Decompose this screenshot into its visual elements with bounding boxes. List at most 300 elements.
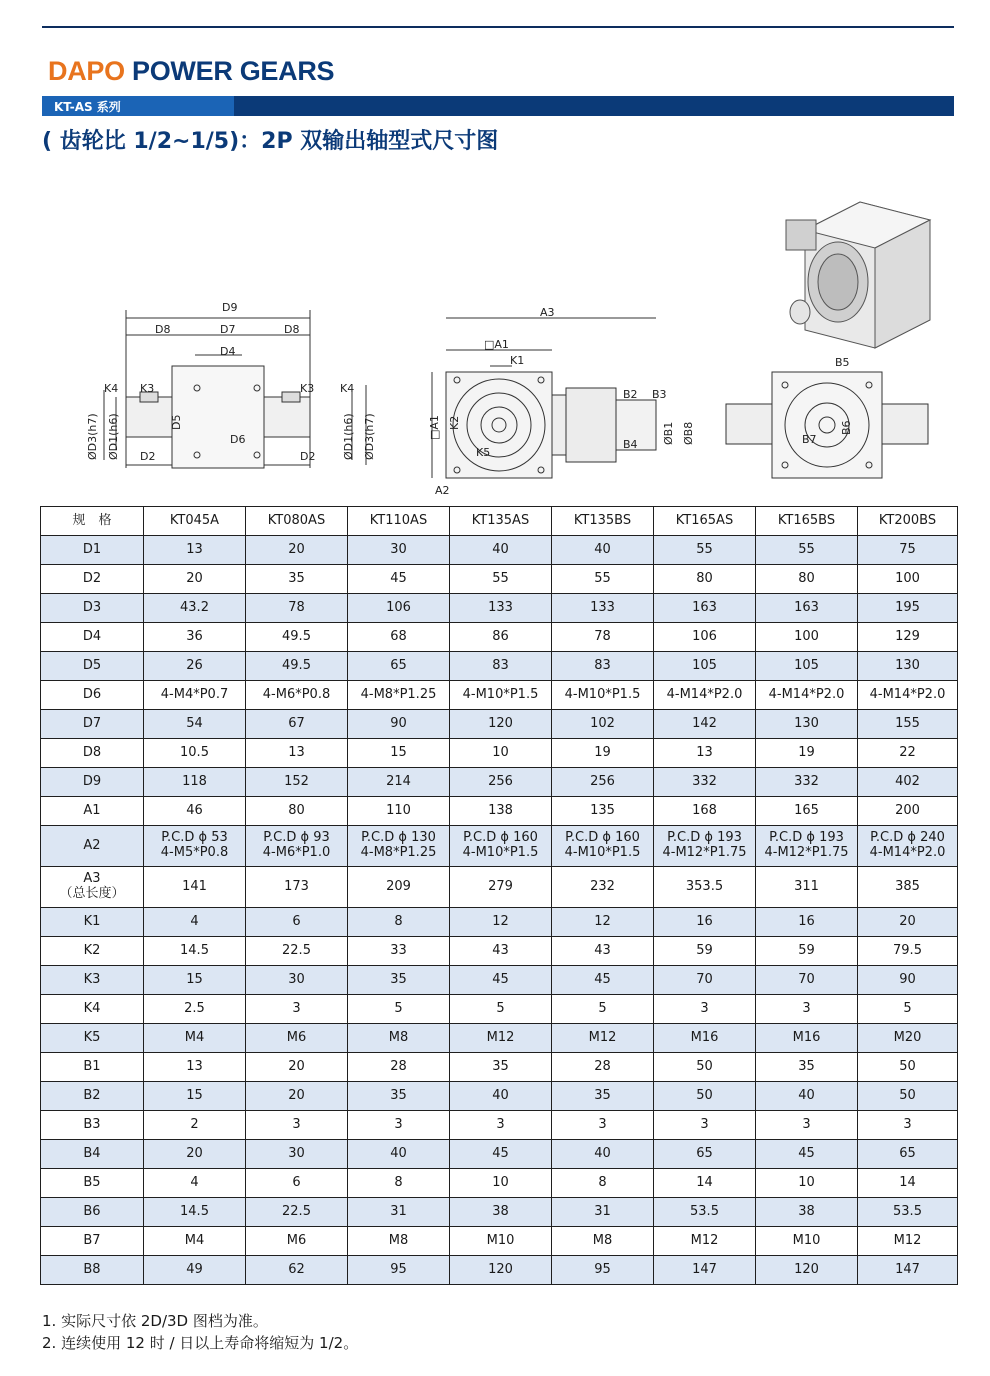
row-label: K2 (41, 937, 144, 966)
table-cell: 209 (348, 867, 450, 908)
dimension-drawings (60, 190, 960, 505)
table-cell: 15 (144, 1082, 246, 1111)
table-cell: 90 (348, 710, 450, 739)
label-k1: K1 (510, 354, 525, 367)
table-cell: 54 (144, 710, 246, 739)
header-model: KT165BS (756, 507, 858, 536)
table-cell: P.C.D ϕ 93 4-M6*P1.0 (246, 826, 348, 867)
row-label: B2 (41, 1082, 144, 1111)
table-cell: 55 (756, 536, 858, 565)
table-cell: M10 (756, 1227, 858, 1256)
table-cell: M12 (654, 1227, 756, 1256)
spec-table (40, 506, 958, 1285)
table-cell: 4-M14*P2.0 (654, 681, 756, 710)
table-cell: 14.5 (144, 1198, 246, 1227)
table-cell: 4-M8*P1.25 (348, 681, 450, 710)
row-label: D2 (41, 565, 144, 594)
table-cell: 3 (858, 1111, 958, 1140)
label-d8-right: D8 (284, 323, 300, 336)
label-a2: A2 (435, 484, 450, 497)
table-cell: 20 (144, 565, 246, 594)
table-cell: 38 (756, 1198, 858, 1227)
series-bar (42, 96, 954, 116)
label-b3: B3 (652, 388, 667, 401)
table-row (41, 594, 958, 623)
table-cell: 106 (348, 594, 450, 623)
table-cell: 40 (756, 1082, 858, 1111)
table-cell: 75 (858, 536, 958, 565)
table-cell: M4 (144, 1024, 246, 1053)
notes (42, 1310, 358, 1354)
label-d6: D6 (230, 433, 246, 446)
table-cell: 3 (450, 1111, 552, 1140)
table-cell: 147 (858, 1256, 958, 1285)
table-cell: 8 (348, 908, 450, 937)
table-cell: P.C.D ϕ 160 4-M10*P1.5 (552, 826, 654, 867)
table-cell: 70 (756, 966, 858, 995)
table-cell: 45 (450, 1140, 552, 1169)
table-cell: 3 (246, 1111, 348, 1140)
table-row (41, 1169, 958, 1198)
row-label: K5 (41, 1024, 144, 1053)
table-cell: P.C.D ϕ 130 4-M8*P1.25 (348, 826, 450, 867)
table-cell: M6 (246, 1024, 348, 1053)
label-d1-right: ØD1(h6) (342, 413, 355, 460)
table-cell: 65 (348, 652, 450, 681)
table-cell: 35 (756, 1053, 858, 1082)
table-cell: 118 (144, 768, 246, 797)
table-cell: 43 (450, 937, 552, 966)
table-cell: 22 (858, 739, 958, 768)
table-cell: 45 (756, 1140, 858, 1169)
label-b1: ØB1 (662, 421, 675, 445)
table-row (41, 937, 958, 966)
table-cell: 10 (756, 1169, 858, 1198)
row-label: K3 (41, 966, 144, 995)
table-cell: 163 (654, 594, 756, 623)
row-label: A1 (41, 797, 144, 826)
drawing-canvas (60, 190, 960, 505)
table-cell: M12 (450, 1024, 552, 1053)
table-cell: 55 (552, 565, 654, 594)
table-cell: 79.5 (858, 937, 958, 966)
table-cell: 10 (450, 739, 552, 768)
table-cell: 8 (348, 1169, 450, 1198)
table-cell: 5 (552, 995, 654, 1024)
table-cell: 15 (144, 966, 246, 995)
table-row (41, 908, 958, 937)
table-cell: 43.2 (144, 594, 246, 623)
table-row (41, 1111, 958, 1140)
table-cell: 12 (552, 908, 654, 937)
table-cell: 256 (552, 768, 654, 797)
table-cell: 49.5 (246, 623, 348, 652)
table-cell: 59 (756, 937, 858, 966)
table-cell: 50 (654, 1082, 756, 1111)
header-model: KT080AS (246, 507, 348, 536)
isometric-view-drawing (786, 202, 930, 348)
table-cell: 30 (246, 1140, 348, 1169)
table-cell: 80 (246, 797, 348, 826)
table-cell: 4-M10*P1.5 (450, 681, 552, 710)
label-d9: D9 (222, 301, 238, 314)
table-cell: 31 (552, 1198, 654, 1227)
table-cell: 80 (654, 565, 756, 594)
table-cell: 40 (552, 1140, 654, 1169)
row-label: B3 (41, 1111, 144, 1140)
table-cell: 13 (144, 1053, 246, 1082)
table-row (41, 826, 958, 867)
header-model: KT165AS (654, 507, 756, 536)
table-row (41, 768, 958, 797)
table-cell: 50 (654, 1053, 756, 1082)
header-model: KT110AS (348, 507, 450, 536)
table-cell: 13 (144, 536, 246, 565)
table-cell: 22.5 (246, 937, 348, 966)
table-cell: 95 (552, 1256, 654, 1285)
table-cell: 152 (246, 768, 348, 797)
table-cell: 4-M6*P0.8 (246, 681, 348, 710)
table-cell: 14.5 (144, 937, 246, 966)
table-cell: 163 (756, 594, 858, 623)
label-d5: D5 (170, 414, 183, 430)
table-cell: 45 (552, 966, 654, 995)
table-cell: 26 (144, 652, 246, 681)
table-cell: 49 (144, 1256, 246, 1285)
table-row (41, 623, 958, 652)
table-cell: M8 (552, 1227, 654, 1256)
table-cell: 3 (246, 995, 348, 1024)
row-label: A3 （总长度） (41, 867, 144, 908)
table-row (41, 867, 958, 908)
table-cell: 19 (756, 739, 858, 768)
table-cell: 100 (858, 565, 958, 594)
table-cell: 35 (246, 565, 348, 594)
table-cell: 4-M14*P2.0 (756, 681, 858, 710)
table-cell: P.C.D ϕ 240 4-M14*P2.0 (858, 826, 958, 867)
table-cell: M16 (756, 1024, 858, 1053)
table-row (41, 1198, 958, 1227)
label-d1-left: ØD1(h6) (107, 413, 120, 460)
table-cell: 120 (450, 1256, 552, 1285)
table-cell: 10.5 (144, 739, 246, 768)
table-row (41, 1140, 958, 1169)
table-cell: 129 (858, 623, 958, 652)
table-cell: 138 (450, 797, 552, 826)
table-cell: 14 (654, 1169, 756, 1198)
table-cell: 45 (348, 565, 450, 594)
table-cell: 50 (858, 1082, 958, 1111)
table-cell: M10 (450, 1227, 552, 1256)
table-cell: 5 (450, 995, 552, 1024)
row-label: D3 (41, 594, 144, 623)
label-a1-side: □A1 (428, 415, 441, 440)
table-cell: 130 (756, 710, 858, 739)
table-cell: 14 (858, 1169, 958, 1198)
table-cell: M6 (246, 1227, 348, 1256)
table-cell: 402 (858, 768, 958, 797)
label-d2-right: D2 (300, 450, 316, 463)
row-label: B6 (41, 1198, 144, 1227)
brand-logo: DAPO POWER GEARS (48, 56, 335, 86)
table-cell: 256 (450, 768, 552, 797)
table-cell: 279 (450, 867, 552, 908)
table-cell: 142 (654, 710, 756, 739)
row-label: B8 (41, 1256, 144, 1285)
table-cell: 30 (348, 536, 450, 565)
table-cell: 55 (450, 565, 552, 594)
table-cell: 28 (552, 1053, 654, 1082)
table-cell: 70 (654, 966, 756, 995)
table-cell: 130 (858, 652, 958, 681)
table-cell: 83 (552, 652, 654, 681)
table-cell: 35 (348, 966, 450, 995)
table-cell: 20 (246, 536, 348, 565)
table-cell: 200 (858, 797, 958, 826)
table-cell: 50 (858, 1053, 958, 1082)
table-cell: 13 (246, 739, 348, 768)
page-title: ( 齿轮比 1/2~1/5)：2P 双输出轴型式尺寸图 (42, 129, 499, 154)
row-label: D1 (41, 536, 144, 565)
table-cell: 2.5 (144, 995, 246, 1024)
table-cell: 62 (246, 1256, 348, 1285)
table-cell: 147 (654, 1256, 756, 1285)
table-cell: M8 (348, 1227, 450, 1256)
table-cell: 4-M10*P1.5 (552, 681, 654, 710)
table-cell: 168 (654, 797, 756, 826)
table-cell: 49.5 (246, 652, 348, 681)
table-cell: M16 (654, 1024, 756, 1053)
table-cell: 106 (654, 623, 756, 652)
row-label: B7 (41, 1227, 144, 1256)
table-cell: 28 (348, 1053, 450, 1082)
table-cell: 22.5 (246, 1198, 348, 1227)
table-cell: 43 (552, 937, 654, 966)
end-view-drawing (726, 372, 928, 478)
table-cell: 40 (552, 536, 654, 565)
table-cell: 33 (348, 937, 450, 966)
table-row (41, 995, 958, 1024)
table-cell: P.C.D ϕ 53 4-M5*P0.8 (144, 826, 246, 867)
header-spec: 规 格 (41, 507, 144, 536)
table-cell: 35 (348, 1082, 450, 1111)
label-d3-left: ØD3(h7) (86, 413, 99, 460)
table-cell: P.C.D ϕ 193 4-M12*P1.75 (756, 826, 858, 867)
table-cell: 102 (552, 710, 654, 739)
table-cell: 20 (144, 1140, 246, 1169)
label-k4-left: K4 (104, 382, 119, 395)
table-cell: 105 (756, 652, 858, 681)
table-cell: 4-M4*P0.7 (144, 681, 246, 710)
label-d3-right: ØD3(h7) (363, 413, 376, 460)
table-cell: 78 (246, 594, 348, 623)
row-label: D4 (41, 623, 144, 652)
row-label: D9 (41, 768, 144, 797)
table-cell: 80 (756, 565, 858, 594)
top-rule (42, 26, 954, 28)
table-cell: 55 (654, 536, 756, 565)
table-header-row (41, 507, 958, 536)
label-a1: □A1 (484, 338, 509, 351)
table-cell: 195 (858, 594, 958, 623)
table-cell: 15 (348, 739, 450, 768)
row-label: B4 (41, 1140, 144, 1169)
table-cell: 35 (552, 1082, 654, 1111)
table-cell: 120 (756, 1256, 858, 1285)
table-cell: 332 (654, 768, 756, 797)
table-cell: 214 (348, 768, 450, 797)
table-cell: 332 (756, 768, 858, 797)
label-b5: B5 (835, 356, 850, 369)
table-cell: 19 (552, 739, 654, 768)
table-cell: 13 (654, 739, 756, 768)
table-row (41, 1024, 958, 1053)
table-cell: 100 (756, 623, 858, 652)
table-cell: 5 (858, 995, 958, 1024)
row-label: D6 (41, 681, 144, 710)
table-cell: 86 (450, 623, 552, 652)
table-cell: 20 (246, 1053, 348, 1082)
row-label: K1 (41, 908, 144, 937)
row-label: K4 (41, 995, 144, 1024)
table-cell: P.C.D ϕ 160 4-M10*P1.5 (450, 826, 552, 867)
table-cell: 4-M14*P2.0 (858, 681, 958, 710)
table-row (41, 652, 958, 681)
label-d4: D4 (220, 345, 236, 358)
table-cell: 110 (348, 797, 450, 826)
table-cell: 4 (144, 1169, 246, 1198)
table-cell: 16 (654, 908, 756, 937)
table-cell: 83 (450, 652, 552, 681)
table-row (41, 1227, 958, 1256)
table-cell: 59 (654, 937, 756, 966)
table-cell: 40 (450, 536, 552, 565)
label-a3: A3 (540, 306, 555, 319)
table-row (41, 966, 958, 995)
label-d8-left: D8 (155, 323, 171, 336)
table-cell: 6 (246, 1169, 348, 1198)
table-cell: P.C.D ϕ 193 4-M12*P1.75 (654, 826, 756, 867)
table-cell: 65 (858, 1140, 958, 1169)
table-cell: 6 (246, 908, 348, 937)
table-cell: 120 (450, 710, 552, 739)
label-k3-left: K3 (140, 382, 155, 395)
table-cell: 95 (348, 1256, 450, 1285)
table-cell: 133 (552, 594, 654, 623)
header-model: KT200BS (858, 507, 958, 536)
table-cell: 135 (552, 797, 654, 826)
table-cell: M20 (858, 1024, 958, 1053)
label-k2: K2 (448, 415, 461, 430)
table-row (41, 1053, 958, 1082)
table-cell: 3 (348, 1111, 450, 1140)
table-cell: 8 (552, 1169, 654, 1198)
table-cell: 67 (246, 710, 348, 739)
table-row (41, 1082, 958, 1111)
table-cell: 20 (246, 1082, 348, 1111)
table-cell: 353.5 (654, 867, 756, 908)
label-b2: B2 (623, 388, 638, 401)
table-cell: 385 (858, 867, 958, 908)
table-cell: 4 (144, 908, 246, 937)
table-row (41, 710, 958, 739)
table-cell: 53.5 (654, 1198, 756, 1227)
table-cell: 3 (654, 1111, 756, 1140)
label-b6: B6 (840, 420, 853, 435)
label-b7: B7 (802, 433, 817, 446)
table-cell: 141 (144, 867, 246, 908)
label-d7: D7 (220, 323, 236, 336)
table-cell: M4 (144, 1227, 246, 1256)
label-b4: B4 (623, 438, 638, 451)
row-label: B5 (41, 1169, 144, 1198)
table-cell: 3 (756, 1111, 858, 1140)
table-cell: 40 (450, 1082, 552, 1111)
label-k4-right: K4 (340, 382, 355, 395)
table-cell: 311 (756, 867, 858, 908)
table-cell: 40 (348, 1140, 450, 1169)
table-cell: 12 (450, 908, 552, 937)
header-model: KT045A (144, 507, 246, 536)
table-cell: 20 (858, 908, 958, 937)
table-cell: 232 (552, 867, 654, 908)
label-k3-right: K3 (300, 382, 315, 395)
table-cell: 155 (858, 710, 958, 739)
table-cell: 53.5 (858, 1198, 958, 1227)
table-cell: 30 (246, 966, 348, 995)
table-cell: 10 (450, 1169, 552, 1198)
row-label: D7 (41, 710, 144, 739)
table-cell: 78 (552, 623, 654, 652)
table-cell: 38 (450, 1198, 552, 1227)
row-label: B1 (41, 1053, 144, 1082)
table-cell: 36 (144, 623, 246, 652)
table-cell: 65 (654, 1140, 756, 1169)
table-cell: 3 (654, 995, 756, 1024)
table-cell: 31 (348, 1198, 450, 1227)
label-b8: ØB8 (682, 421, 695, 445)
table-row (41, 565, 958, 594)
table-row (41, 739, 958, 768)
table-cell: 68 (348, 623, 450, 652)
table-cell: 46 (144, 797, 246, 826)
table-cell: 3 (552, 1111, 654, 1140)
table-cell: 3 (756, 995, 858, 1024)
table-cell: 2 (144, 1111, 246, 1140)
table-cell: 16 (756, 908, 858, 937)
table-cell: 173 (246, 867, 348, 908)
table-cell: 133 (450, 594, 552, 623)
table-cell: M12 (858, 1227, 958, 1256)
table-cell: M8 (348, 1024, 450, 1053)
header-model: KT135BS (552, 507, 654, 536)
series-label: KT-AS 系列 (54, 100, 121, 114)
table-row (41, 681, 958, 710)
row-label: A2 (41, 826, 144, 867)
table-row (41, 1256, 958, 1285)
row-label: D5 (41, 652, 144, 681)
table-cell: 35 (450, 1053, 552, 1082)
table-cell: 5 (348, 995, 450, 1024)
table-row (41, 536, 958, 565)
table-cell: 105 (654, 652, 756, 681)
note-1: 1. 实际尺寸依 2D/3D 图档为准。 (42, 1312, 268, 1330)
note-2: 2. 连续使用 12 时 / 日以上寿命将缩短为 1/2。 (42, 1334, 359, 1352)
table-cell: M12 (552, 1024, 654, 1053)
label-d2-left: D2 (140, 450, 156, 463)
table-cell: 90 (858, 966, 958, 995)
header-model: KT135AS (450, 507, 552, 536)
